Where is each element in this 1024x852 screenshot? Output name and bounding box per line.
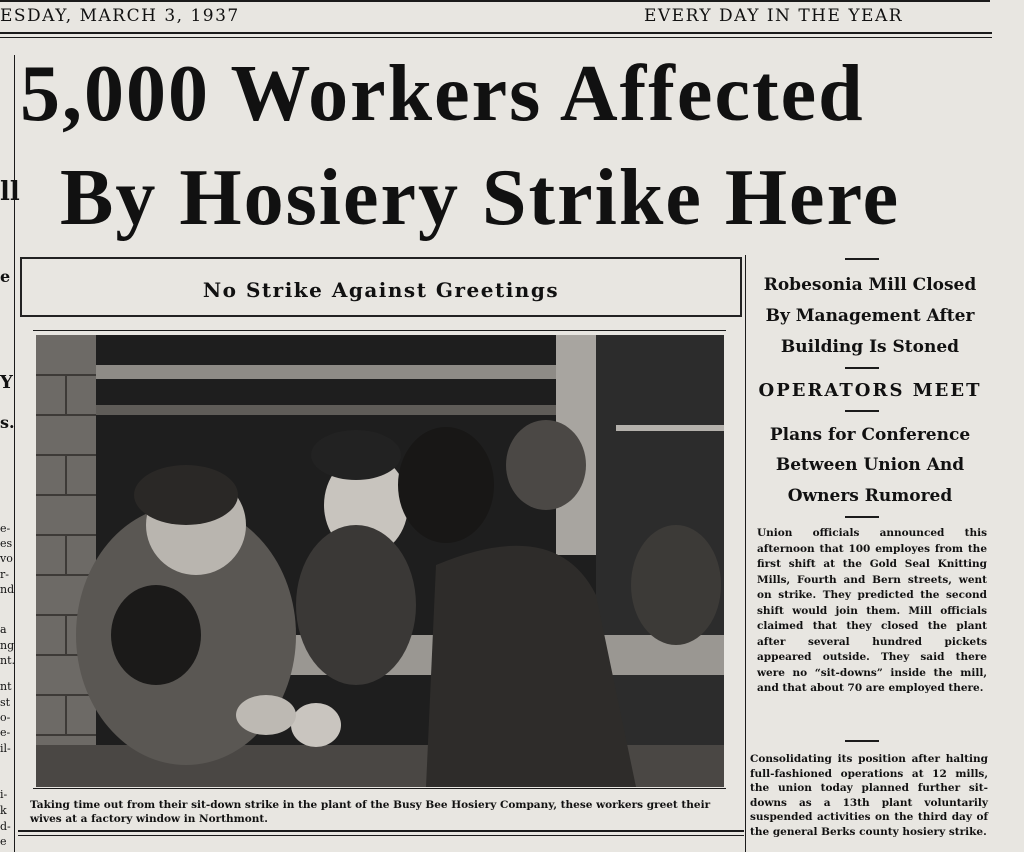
sidebar-dash-4 <box>845 740 879 742</box>
dateline-date: ESDAY, MARCH 3, 1937 <box>0 6 240 26</box>
dateline-slogan: EVERY DAY IN THE YEAR <box>644 6 904 26</box>
sidebar-deck-2: Between Union And <box>775 455 965 475</box>
column-rule-left <box>14 55 15 852</box>
headline-line-1: 5,000 Workers Affected <box>20 50 865 138</box>
kicker-title: No Strike Against Greetings <box>202 278 560 302</box>
masthead-rule-thin <box>0 37 992 38</box>
sidebar-paragraph-2: Consolidating its position after halting full-fashioned operations at 12 mills, the union today planned further sit-downs as a 13th plant voluntarily suspended activities on the third day of the general Berks county hosiery strike. <box>750 753 988 838</box>
bottom-rule <box>18 830 744 832</box>
photo-illustration <box>36 335 724 787</box>
sidebar-headline-3: Building Is Stoned <box>780 337 960 357</box>
sidebar-dash-2 <box>845 410 879 412</box>
sidebar-dash-3 <box>845 516 879 518</box>
news-photo <box>36 335 724 787</box>
top-rule <box>0 0 990 2</box>
headline-line-2: By Hosiery Strike Here <box>60 154 901 242</box>
sidebar-deck-3: Owners Rumored <box>787 486 953 506</box>
masthead-rule <box>0 32 992 34</box>
sidebar-paragraph-1: Union officials announced this afternoon that 100 employes from the first shift at the Gold Seal Knitting Mills, Fourth and Bern streets, went on strike. They predicted the second shift would join them. Mill officials claimed that they closed the plant after several hundred pickets appeared outside. They said there were no “sit-downs” inside the mill, and that about 70 are employed there. <box>757 527 987 694</box>
sidebar-deck-1: Plans for Conference <box>769 425 971 445</box>
sidebar-subhead: OPERATORS MEET <box>758 380 982 401</box>
photo-top-rule <box>33 330 726 331</box>
photo-bottom-rule <box>33 788 726 789</box>
sidebar-headline-1: Robesonia Mill Closed <box>763 275 977 295</box>
sidebar-dash-1 <box>845 367 879 369</box>
bottom-rule-thin <box>18 835 744 836</box>
sidebar-headline-2: By Management After <box>765 306 975 326</box>
column-rule-right <box>745 255 746 852</box>
left-column-fragments: ll e Y s. e- es vo r- nd a ng nt. nt st o- e- il- i- k d- e <box>0 177 20 848</box>
sidebar-top-dash <box>845 258 879 260</box>
photo-caption: Taking time out from their sit-down strike in the plant of the Busy Bee Hosiery Company, these workers greet their wives at a factory window in Northmont. <box>30 799 711 825</box>
